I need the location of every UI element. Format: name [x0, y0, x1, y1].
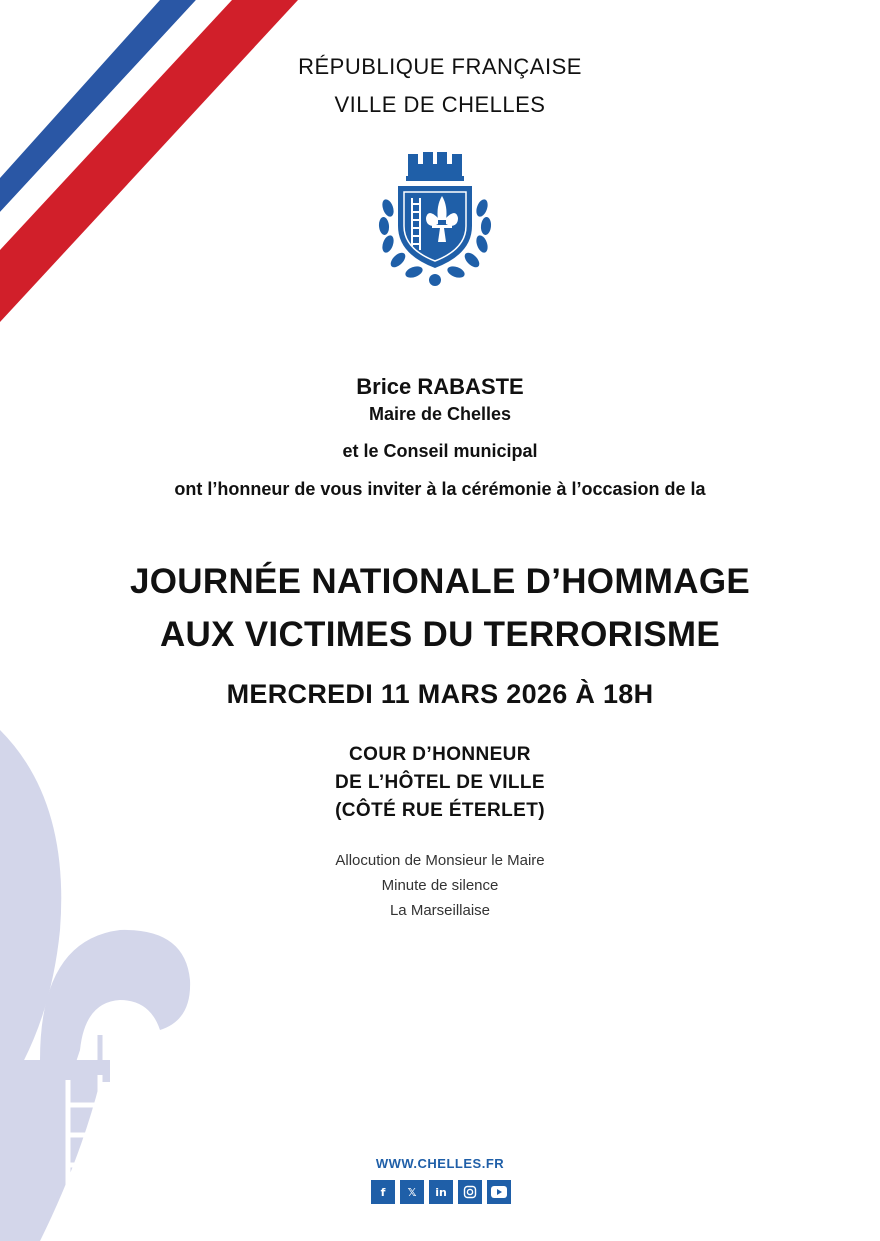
location-line2: DE L’HÔTEL DE VILLE	[335, 772, 545, 793]
mayor-title: Maire de Chelles	[368, 404, 512, 424]
youtube-icon[interactable]	[487, 1180, 511, 1204]
linkedin-icon[interactable]: in	[429, 1180, 453, 1204]
website-link[interactable]: WWW.CHELLES.FR	[375, 1156, 505, 1171]
location-line1: COUR D’HONNEUR	[349, 744, 531, 765]
programme-item: La Marseillaise	[389, 902, 491, 919]
event-title-line2: AUX VICTIMES DU TERRORISME	[159, 615, 721, 654]
republique-francaise-text: RÉPUBLIQUE FRANÇAISE	[298, 54, 582, 79]
council-text: et le Conseil municipal	[342, 441, 538, 461]
social-links	[371, 1180, 511, 1204]
event-date: MERCREDI 11 MARS 2026 À 18H	[226, 679, 654, 709]
programme-item: Minute de silence	[381, 877, 499, 894]
programme-item: Allocution de Monsieur le Maire	[335, 852, 545, 869]
event-title-line1: JOURNÉE NATIONALE D’HOMMAGE	[130, 562, 750, 601]
ville-de-chelles-text: VILLE DE CHELLES	[334, 92, 546, 117]
city-crest-icon	[370, 146, 500, 291]
tricolor-ribbon	[0, 0, 310, 330]
invitation-text: ont l’honneur de vous inviter à la cérémonie à l’occasion de la	[174, 479, 706, 499]
location-line3: (CÔTÉ RUE ÉTERLET)	[335, 800, 545, 821]
mayor-name: Brice RABASTE	[356, 374, 524, 399]
x-icon[interactable]: 𝕏	[400, 1180, 424, 1204]
instagram-icon[interactable]	[458, 1180, 482, 1204]
facebook-icon[interactable]: f	[371, 1180, 395, 1204]
